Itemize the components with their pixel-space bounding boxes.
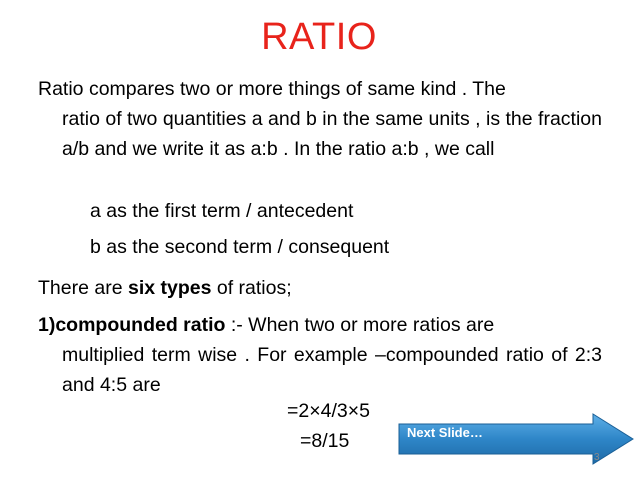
compounded-label: 1)compounded ratio: [38, 314, 226, 336]
next-slide-label: Next Slide…: [407, 425, 483, 440]
equation-line-2: =8/15: [300, 430, 350, 452]
types-line: [38, 273, 292, 303]
intro-first-line: Ratio compares two or more things of same kind . The: [38, 78, 506, 100]
types-bold: six types: [127, 277, 212, 299]
slide-number: 3: [594, 452, 600, 463]
compounded-rest: multiplied term wise . For example –compounded ratio of 2:3 and 4:5 are: [62, 344, 602, 396]
next-slide-button[interactable]: [397, 412, 637, 466]
slide-title: RATIO: [261, 16, 377, 58]
first-term-line: a as the first term / antecedent: [90, 200, 354, 222]
compounded-first-line: :- When two or more ratios are: [225, 314, 495, 336]
compounded-paragraph: [38, 310, 602, 400]
second-term-line: b as the second term / consequent: [90, 236, 390, 258]
types-prefix: There are: [38, 277, 128, 299]
types-suffix: of ratios;: [211, 277, 292, 299]
intro-paragraph: [38, 74, 602, 164]
equation-line-1: =2×4/3×5: [287, 400, 370, 422]
intro-rest: ratio of two quantities a and b in the same units , is the fraction a/b and we write it as a:b . In the ratio a:b , we call: [62, 108, 602, 160]
